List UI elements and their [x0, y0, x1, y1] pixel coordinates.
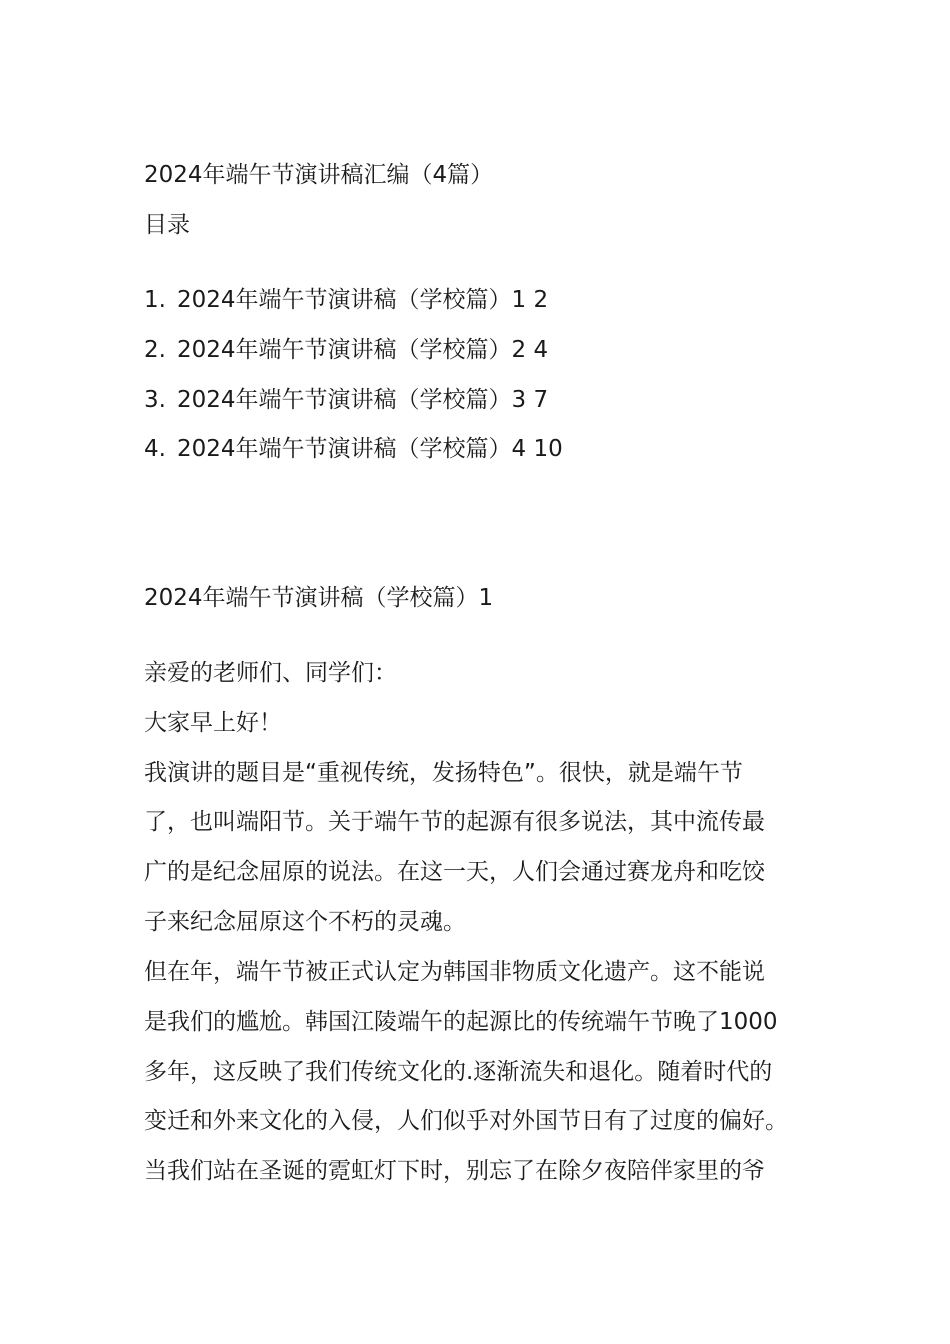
- toc-item-text: 2024年端午节演讲稿（学校篇）3 7: [177, 387, 549, 413]
- toc-item-text: 2024年端午节演讲稿（学校篇）1 2: [177, 287, 549, 313]
- body-line: 但在年，端午节被正式认定为韩国非物质文化遗产。这不能说: [144, 959, 765, 985]
- toc-item[interactable]: [144, 433, 563, 465]
- toc-item-text: 2024年端午节演讲稿（学校篇）4 10: [177, 436, 563, 462]
- body-line: 广的是纪念屈原的说法。在这一天，人们会通过赛龙舟和吃饺: [144, 859, 765, 885]
- section-title: 2024年端午节演讲稿（学校篇）1: [144, 585, 494, 611]
- toc-item[interactable]: [144, 334, 548, 366]
- toc-item-number: 3.: [144, 387, 166, 413]
- body-line: 变迁和外来文化的入侵，人们似乎对外国节日有了过度的偏好。: [144, 1108, 788, 1134]
- salutation: 大家早上好！: [144, 710, 282, 736]
- toc-item-number: 4.: [144, 436, 166, 462]
- toc-item-text: 2024年端午节演讲稿（学校篇）2 4: [177, 337, 549, 363]
- greeting: 亲爱的老师们、同学们：: [144, 660, 397, 686]
- toc-item[interactable]: [144, 384, 548, 416]
- body-line: 了，也叫端阳节。关于端午节的起源有很多说法，其中流传最: [144, 809, 765, 835]
- body-line: 是我们的尴尬。韩国江陵端午的起源比的传统端午节晚了1000: [144, 1009, 778, 1035]
- body-line: 子来纪念屈原这个不朽的灵魂。: [144, 909, 466, 935]
- body-line: 当我们站在圣诞的霓虹灯下时，别忘了在除夕夜陪伴家里的爷: [144, 1158, 765, 1184]
- document-title: 2024年端午节演讲稿汇编（4篇）: [144, 162, 494, 188]
- toc-item-number: 1.: [144, 287, 166, 313]
- toc-heading: 目录: [144, 212, 190, 238]
- toc-item-number: 2.: [144, 337, 166, 363]
- body-line: 多年，这反映了我们传统文化的.逐渐流失和退化。随着时代的: [144, 1059, 773, 1085]
- toc-item[interactable]: [144, 284, 548, 316]
- body-line: 我演讲的题目是“重视传统，发扬特色”。很快，就是端午节: [144, 760, 743, 786]
